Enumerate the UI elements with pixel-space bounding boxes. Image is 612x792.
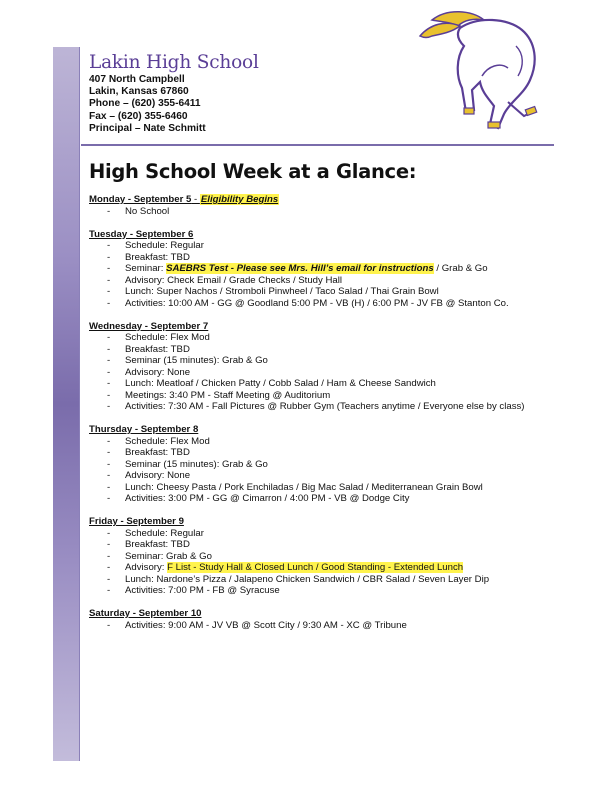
list-item: - Breakfast: TBD	[107, 251, 190, 263]
list-item: - Schedule: Regular	[107, 240, 204, 251]
day-heading: Saturday - September 10	[89, 608, 202, 619]
list-item: - Lunch: Super Nachos / Stromboli Pinwheel / Taco Salad / Thai Grain Bowl	[107, 286, 439, 297]
address-line-1: 407 North Campbell	[89, 74, 185, 85]
list-item: - Lunch: Cheesy Pasta / Pork Enchiladas / Big Mac Salad / Mediterranean Grain Bowl	[107, 481, 483, 493]
contact-block	[89, 74, 206, 135]
sidebar-bar	[53, 47, 80, 761]
list-item: - Seminar: Grab & Go	[107, 550, 212, 562]
day-heading: Friday - September 9	[89, 516, 184, 527]
header-divider	[81, 144, 554, 146]
eligibility-highlight: Eligibility Begins	[200, 194, 279, 205]
day-saturday	[89, 608, 559, 631]
list-item: - Schedule: Flex Mod	[107, 332, 210, 343]
address-line-2: Lakin, Kansas 67860	[89, 86, 189, 98]
day-heading: Monday - September 5 - Eligibility Begins	[89, 194, 279, 205]
list-item: - Activities: 10:00 AM - GG @ Goodland 5:00 PM - VB (H) / 6:00 PM - JV FB @ Stanton Co.	[107, 297, 509, 309]
list-item: - Advisory: None	[107, 470, 191, 481]
week-schedule	[89, 194, 559, 643]
list-item: - Activities: 7:00 PM - FB @ Syracuse	[107, 585, 280, 596]
list-item: - Advisory: Check Email / Grade Checks / Study Hall	[107, 274, 343, 286]
day-heading: Tuesday - September 6	[89, 228, 194, 240]
list-item: - Activities: 9:00 AM - JV VB @ Scott City / 9:30 AM - XC @ Tribune	[107, 619, 407, 631]
list-item: - Activities: 7:30 AM - Fall Pictures @ Rubber Gym (Teachers anytime / Everyone else by class)	[107, 401, 525, 412]
saebrs-highlight: SAEBRS Test - Please see Mrs. Hill’s email for instructions	[166, 263, 434, 274]
list-item: - Schedule: Regular	[107, 527, 204, 539]
list-item: - No School	[107, 205, 170, 217]
phone-line: Phone – (620) 355-6411	[89, 98, 201, 110]
list-item: - Breakfast: TBD	[107, 343, 190, 355]
day-wednesday	[89, 321, 559, 413]
list-item: - Seminar: SAEBRS Test - Please see Mrs. Hill’s email for instructions / Grab & Go	[107, 263, 488, 274]
list-item: - Seminar (15 minutes): Grab & Go	[107, 458, 268, 470]
mustang-logo-icon	[412, 6, 552, 136]
day-tuesday	[89, 229, 559, 310]
list-item: - Schedule: Flex Mod	[107, 435, 210, 447]
day-heading: Thursday - September 8	[89, 424, 199, 435]
day-thursday	[89, 424, 559, 505]
principal-line: Principal – Nate Schmitt	[89, 122, 206, 134]
list-item: - Advisory: F List - Study Hall & Closed Lunch / Good Standing - Extended Lunch	[107, 562, 464, 573]
day-monday	[89, 194, 559, 217]
school-name: Lakin High School	[89, 52, 259, 73]
day-friday	[89, 516, 559, 597]
list-item: - Advisory: None	[107, 366, 191, 378]
list-item: - Lunch: Nardone’s Pizza / Jalapeno Chicken Sandwich / CBR Salad / Seven Layer Dip	[107, 573, 490, 585]
list-item: - Breakfast: TBD	[107, 447, 190, 458]
page-title: High School Week at a Glance:	[89, 160, 417, 183]
list-item: - Lunch: Meatloaf / Chicken Patty / Cobb Salad / Ham & Cheese Sandwich	[107, 378, 436, 389]
list-item: - Activities: 3:00 PM - GG @ Cimarron / 4:00 PM - VB @ Dodge City	[107, 493, 410, 504]
fax-line: Fax – (620) 355-6460	[89, 110, 188, 122]
list-item: - Seminar (15 minutes): Grab & Go	[107, 355, 268, 366]
f-list-highlight: F List - Study Hall & Closed Lunch / Good Standing - Extended Lunch	[167, 562, 464, 573]
day-heading: Wednesday - September 7	[89, 320, 209, 332]
list-item: - Breakfast: TBD	[107, 539, 190, 550]
list-item: - Meetings: 3:40 PM - Staff Meeting @ Auditorium	[107, 389, 331, 401]
